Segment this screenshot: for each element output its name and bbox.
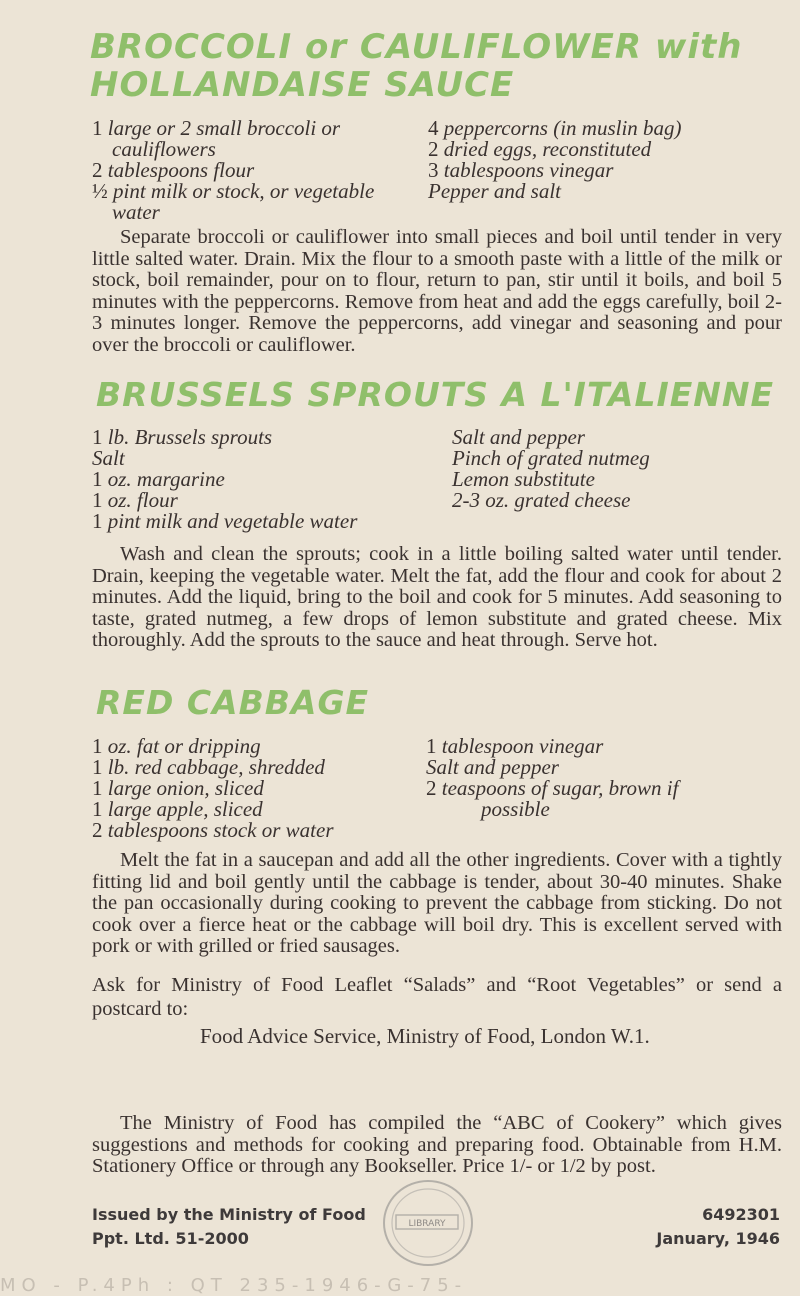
ingredient-item: Salt and pepper — [426, 755, 559, 779]
broccoli-method: Separate broccoli or cauliflower into small pieces and boil until tender in very little salted water. Drain. Mix the flour to a smooth paste with a little of the milk or stock, boil remainder, pour on to flour, return to pan, stir until it boils, and boil 5 minutes with the peppercorns. Remove from heat and add the eggs carefully, boil 2-3 minutes longer. Remove the peppercorns, add vinegar and seasoning and pour over the broccoli or cauliflower. — [92, 226, 782, 356]
broccoli-ingredients-left — [92, 118, 412, 223]
broccoli-title — [90, 28, 770, 104]
ingredient-item: water — [112, 200, 160, 224]
brussels-ingredients-left — [92, 427, 432, 532]
leaflet-notice: Ask for Ministry of Food Leaflet “Salads” and “Root Vegetables” or send a postcard to: — [92, 974, 782, 1020]
ingredient-item: 1 pint milk and vegetable water — [92, 509, 358, 533]
cabbage-ingredients-left — [92, 736, 422, 841]
cabbage-title: RED CABBAGE — [96, 683, 370, 722]
cabbage-method: Melt the fat in a saucepan and add all the other ingredients. Cover with a tightly fitting lid and boil gently until the cabbage is tender, about 30-40 minutes. Shake the pan occasionally during cooking to prevent the cabbage from sticking. Do not cook over a fierce heat or the cabbage will boil dry. This is excellent served with pork or with grilled or fried sausages. — [92, 849, 782, 957]
ingredient-item: cauliflowers — [112, 137, 216, 161]
ingredient-item: 2-3 oz. grated cheese — [452, 488, 631, 512]
ingredient-item: 2 tablespoons flour — [92, 158, 255, 182]
printer-text: Ppt. Ltd. 51-2000 — [92, 1229, 249, 1248]
ingredient-item: Lemon substitute — [452, 467, 595, 491]
ingredient-item: Pepper and salt — [428, 179, 561, 203]
ingredient-item: Pinch of grated nutmeg — [452, 446, 650, 470]
broccoli-ingredients-right — [428, 118, 778, 202]
ingredient-item: ½ pint milk or stock, or vegetable — [92, 179, 375, 203]
ingredient-item: 1 large apple, sliced — [92, 797, 263, 821]
library-stamp — [370, 1175, 490, 1275]
ingredient-item: 3 tablespoons vinegar — [428, 158, 614, 182]
ingredient-item: 2 tablespoons stock or water — [92, 818, 334, 842]
ingredient-item: 1 oz. fat or dripping — [92, 734, 261, 758]
ingredient-item: 1 oz. flour — [92, 488, 178, 512]
cabbage-ingredients-right — [426, 736, 776, 820]
ingredient-item: possible — [481, 797, 550, 821]
brussels-title: BRUSSELS SPROUTS A L'ITALIENNE — [96, 375, 775, 414]
broccoli-title-line1: BROCCOLI or CAULIFLOWER with — [90, 27, 743, 67]
footer-issuer — [92, 1203, 392, 1251]
ingredient-item: 2 teaspoons of sugar, brown if — [426, 776, 679, 800]
footer-reference — [640, 1203, 780, 1251]
print-code: 6492301 — [702, 1205, 780, 1224]
ingredient-item: 1 large or 2 small broccoli or — [92, 116, 341, 140]
ingredient-item: 1 large onion, sliced — [92, 776, 264, 800]
ingredient-item: 4 peppercorns (in muslin bag) — [428, 116, 682, 140]
abc-notice: The Ministry of Food has compiled the “ABC of Cookery” which gives suggestions and methods for cooking and preparing food. Obtainable from H.M. Stationery Office or through any Bookseller. Price 1/- or 1/2 by post. — [92, 1112, 782, 1177]
brussels-ingredients-right — [452, 427, 772, 511]
ingredient-item: 1 oz. margarine — [92, 467, 225, 491]
library-stamp-icon — [370, 1175, 490, 1275]
ingredient-item: 2 dried eggs, reconstituted — [428, 137, 652, 161]
advice-address: Food Advice Service, Ministry of Food, London W.1. — [200, 1024, 650, 1048]
ingredient-item: 1 tablespoon vinegar — [426, 734, 604, 758]
stamp-label: LIBRARY — [408, 1219, 446, 1229]
brussels-method: Wash and clean the sprouts; cook in a little boiling salted water until tender. Drain, keeping the vegetable water. Melt the fat, add the flour and cook for about 2 minutes. Add the liquid, bring to the boil and cook for 5 minutes. Add seasoning to taste, grated nutmeg, a few drops of lemon substitute and grated cheese. Mix thoroughly. Add the sprouts to the sauce and heat through. Serve hot. — [92, 543, 782, 651]
ingredient-item: 1 lb. red cabbage, shredded — [92, 755, 325, 779]
catalogue-mark: MO - P.4Ph : QT 235-1946-G-75- — [0, 1275, 468, 1296]
issue-date: January, 1946 — [656, 1229, 780, 1248]
issued-by-text: Issued by the Ministry of Food — [92, 1205, 366, 1224]
ingredient-item: Salt and pepper — [452, 425, 585, 449]
ingredient-item: Salt — [92, 446, 125, 470]
ingredient-item: 1 lb. Brussels sprouts — [92, 425, 273, 449]
broccoli-title-line2: HOLLANDAISE SAUCE — [90, 65, 515, 106]
